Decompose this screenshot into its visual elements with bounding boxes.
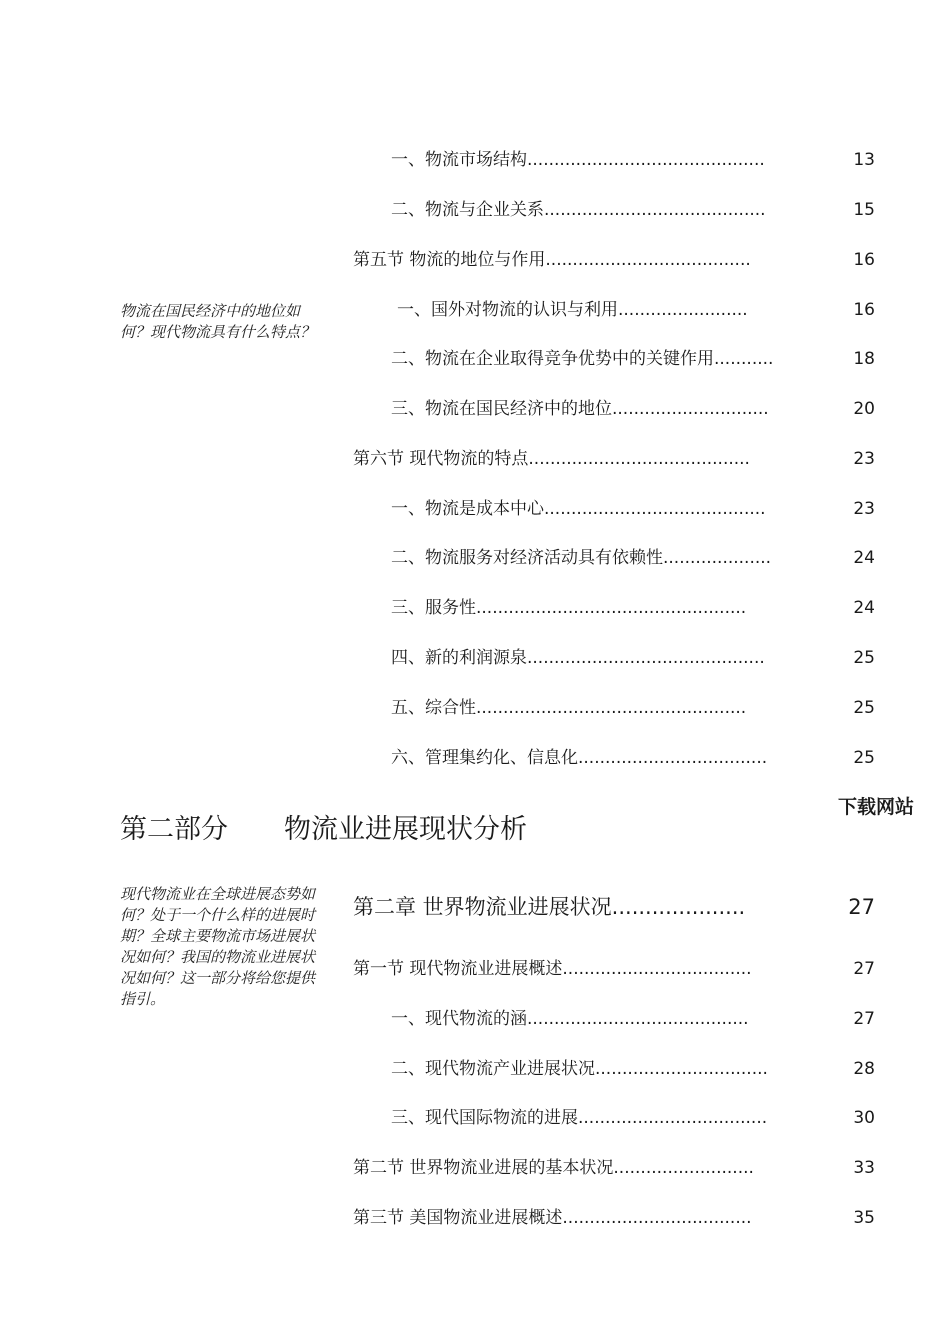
part-title: 物流业进展现状分析: [284, 814, 527, 845]
toc-entry-title: 六、管理集约化、信息化...................................: [391, 748, 768, 768]
toc-entry-title: 二、物流与企业关系.........................................: [391, 200, 766, 220]
toc-section-entry: [0, 245, 950, 275]
side-note: 物流在国民经济中的地位如何？现代物流具有什么特点？: [120, 302, 316, 341]
toc-entry-page: 25: [853, 748, 875, 768]
toc-entry-title: 三、物流在国民经济中的地位.............................: [391, 399, 769, 419]
toc-entry-title: 二、物流在企业取得竞争优势中的关键作用...........: [391, 349, 774, 369]
toc-entry-title: 三、现代国际物流的进展...................................: [391, 1108, 768, 1128]
toc-entry-page: 20: [853, 399, 875, 419]
side-note: 现代物流业在全球进展态势如何？处于一个什么样的进展时期？全球主要物流市场进展状况如何？我国的物流业进展状况如何？这一部分将给您提供指引。: [120, 885, 316, 1008]
toc-entry-page: 18: [853, 349, 875, 369]
toc-entry: [0, 543, 950, 573]
part-heading: [120, 808, 527, 852]
toc-entry-page: 28: [853, 1059, 875, 1079]
toc-entry-page: 27: [853, 1009, 875, 1029]
toc-section-entry: [0, 444, 950, 474]
toc-entry-page: 27: [853, 959, 875, 979]
part-label: 第二部分: [120, 814, 228, 845]
toc-entry-title: 一、国外对物流的认识与利用........................: [397, 300, 748, 320]
toc-entry-page: 25: [853, 648, 875, 668]
toc-entry-title: 四、新的利润源泉............................................: [391, 648, 765, 668]
toc-entry-page: 16: [853, 300, 875, 320]
toc-entry: [0, 593, 950, 623]
toc-entry-title: 二、物流服务对经济活动具有依赖性....................: [391, 548, 772, 568]
toc-entry: [0, 1054, 950, 1084]
toc-entry-page: 13: [853, 150, 875, 170]
toc-entry: [0, 1004, 950, 1034]
toc-section-entry: [0, 1153, 950, 1183]
watermark: 下载网站: [838, 796, 915, 818]
toc-entry: [0, 344, 950, 374]
toc-entry: [0, 145, 950, 175]
toc-entry-page: 15: [853, 200, 875, 220]
toc-entry: [0, 743, 950, 773]
toc-entry-title: 第二章 世界物流业进展状况....................: [353, 895, 746, 919]
toc-entry-title: 第一节 现代物流业进展概述...................................: [353, 959, 752, 979]
toc-entry-page: 24: [853, 548, 875, 568]
toc-entry-title: 第二节 世界物流业进展的基本状况..........................: [353, 1158, 754, 1178]
toc-entry-page: 30: [853, 1108, 875, 1128]
toc-entry: [0, 1103, 950, 1133]
toc-entry-title: 第五节 物流的地位与作用......................................: [353, 250, 751, 270]
toc-section-entry: [0, 1203, 950, 1233]
toc-entry-page: 24: [853, 598, 875, 618]
toc-entry-title: 一、物流是成本中心.........................................: [391, 499, 766, 519]
toc-chapter-entry: [0, 892, 950, 922]
toc-entry-title: 三、服务性..................................................: [391, 598, 747, 618]
toc-entry: [0, 643, 950, 673]
toc-entry-page: 16: [853, 250, 875, 270]
toc-entry: [0, 394, 950, 424]
toc-entry-title: 一、物流市场结构............................................: [391, 150, 765, 170]
toc-entry-page: 23: [853, 449, 875, 469]
toc-entry-page: 23: [853, 499, 875, 519]
toc-entry-page: 33: [853, 1158, 875, 1178]
toc-entry: [0, 195, 950, 225]
toc-entry-page: 25: [853, 698, 875, 718]
toc-entry-page: 27: [848, 895, 875, 919]
toc-entry: [0, 494, 950, 524]
toc-entry-title: 一、现代物流的涵.........................................: [391, 1009, 749, 1029]
toc-entry-title: 二、现代物流产业进展状况................................: [391, 1059, 768, 1079]
toc-entry-title: 第三节 美国物流业进展概述...................................: [353, 1208, 752, 1228]
toc-section-entry: [0, 954, 950, 984]
toc-entry: [0, 693, 950, 723]
toc-entry-title: 第六节 现代物流的特点.........................................: [353, 449, 750, 469]
toc-entry-page: 35: [853, 1208, 875, 1228]
toc-entry-title: 五、综合性..................................................: [391, 698, 747, 718]
